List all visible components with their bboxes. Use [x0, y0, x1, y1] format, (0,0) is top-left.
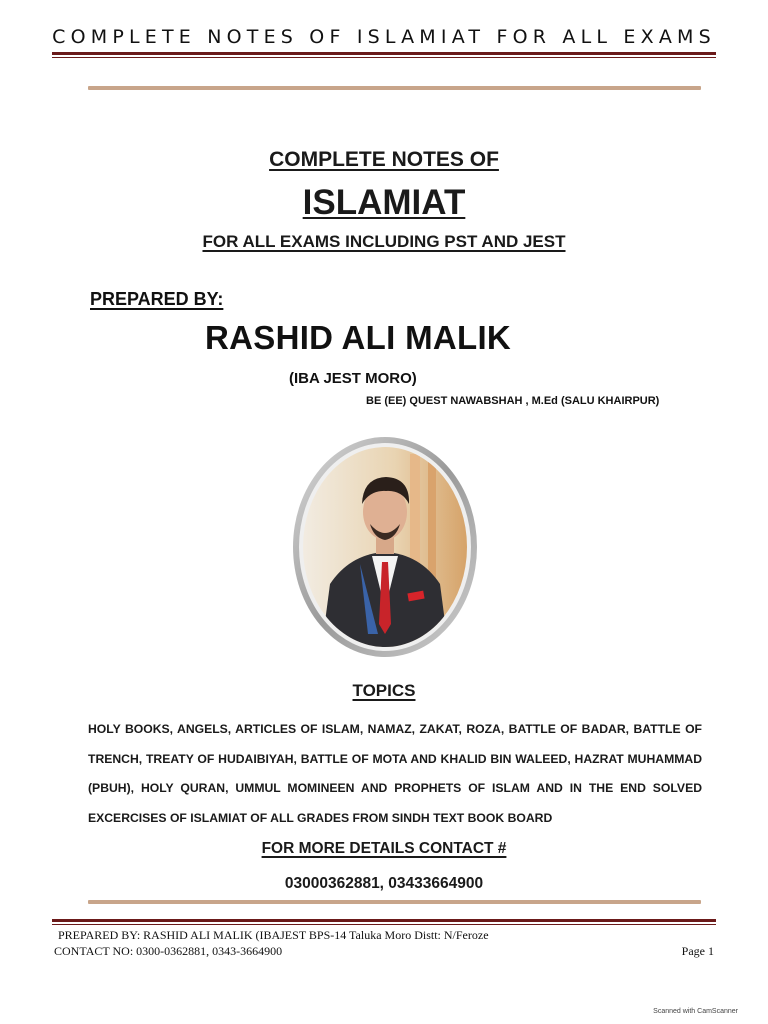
cover-title-subtitle: FOR ALL EXAMS INCLUDING PST AND JEST [202, 232, 566, 251]
footer-rule [52, 919, 716, 922]
bottom-decorative-rule [88, 900, 701, 904]
cover-title-line1: COMPLETE NOTES OF [269, 148, 499, 171]
header-rule-thin [52, 57, 716, 58]
footer-prepared-by: PREPARED BY: RASHID ALI MALIK (IBAJEST BPS-14 Taluka Moro Distt: N/Feroze [58, 928, 489, 942]
contact-heading: FOR MORE DETAILS CONTACT # [261, 840, 507, 857]
prepared-by-label: PREPARED BY: [90, 289, 224, 309]
topics-list: HOLY BOOKS, ANGELS, ARTICLES OF ISLAM, NAMAZ, ZAKAT, ROZA, BATTLE OF BADAR, BATTLE OF TRENCH, TREATY OF HUDAIBIYAH, BATTLE OF MOTA AND KHALID BIN WALEED, HAZRAT MUHAMMAD (PBUH), HOLY QURAN, UMMUL MOMINEEN AND PROPHETS OF ISLAM AND IN THE END SOLVED EXCERCISES OF ISLAMIAT OF ALL GRADES FROM SINDH TEXT BOOK BOARD [88, 722, 702, 825]
header-rule [52, 52, 716, 55]
topics-heading: TOPICS [352, 681, 416, 700]
scanner-watermark: Scanned with CamScanner [653, 1008, 738, 1015]
top-decorative-rule [88, 86, 701, 90]
contact-numbers: 03000362881, 03433664900 [284, 875, 484, 892]
author-name: RASHID ALI MALIK [205, 319, 512, 356]
author-affiliation: (IBA JEST MORO) [289, 370, 417, 387]
footer-rule-thin [52, 924, 716, 925]
footer-contact: CONTACT NO: 0300-0362881, 0343-3664900 [54, 944, 283, 958]
document-header-title: COMPLETE NOTES OF ISLAMIAT FOR ALL EXAMS [52, 26, 716, 48]
author-portrait-photo [290, 434, 480, 660]
author-degrees: BE (EE) QUEST NAWABSHAH , M.Ed (SALU KHAIRPUR) [366, 395, 660, 407]
cover-title-main: ISLAMIAT [302, 183, 466, 222]
page-number: Page 1 [681, 944, 714, 958]
